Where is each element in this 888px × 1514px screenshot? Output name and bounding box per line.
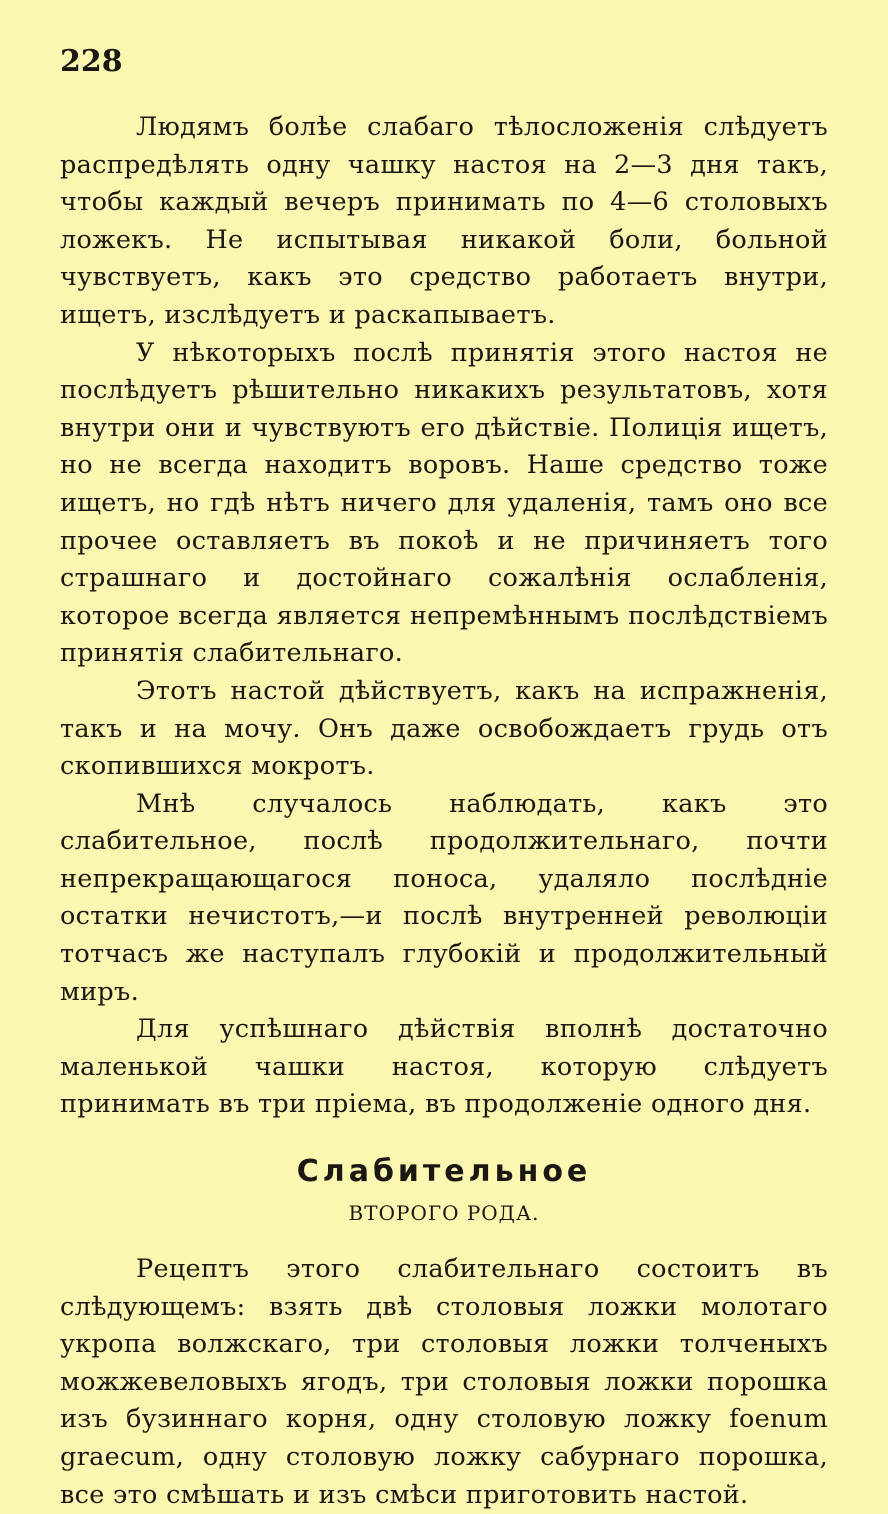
- recipe-paragraph: Рецептъ этого слабительнаго состоитъ въ слѣдующемъ: взять двѣ столовыя ложки молотаго укропа волжскаго, три столовыя ложки толченыхъ можжевеловыхъ ягодъ, три столовыя ложки порошка изъ бузиннаго корня, одну столовую ложку foenum graecum, одну столовую ложку сабурнаго порошка, все это смѣшать и изъ смѣси приготовить настой.: [60, 1254, 828, 1510]
- paragraph-3: Этотъ настой дѣйствуетъ, какъ на испражненія, такъ и на мочу. Онъ даже освобождаетъ грудь отъ скопившихся мокротъ.: [60, 675, 828, 782]
- section-subtitle: ВТОРОГО РОДА.: [348, 1201, 540, 1226]
- paragraph-5: Для успѣшнаго дѣйствія вполнѣ достаточно маленькой чашки настоя, которую слѣдуетъ принимать въ три пріема, въ продолженіе одного дня.: [60, 1014, 828, 1120]
- page-number: 228: [60, 44, 123, 79]
- paragraph-4: Мнѣ случалось наблюдать, какъ это слабительное, послѣ продолжительнаго, почти непрекращающагося поноса, удаляло послѣдніе остатки нечистотъ,—и послѣ внутренней революціи тотчасъ же наступалъ глубокій и продолжительный миръ.: [60, 788, 828, 1007]
- paragraph-2: У нѣкоторыхъ послѣ принятія этого настоя не послѣдуетъ рѣшительно никакихъ результатовъ, хотя внутри они и чувствуютъ его дѣйствіе. Полиція ищетъ, но не всегда находитъ воровъ. Наше средство тоже ищетъ, но гдѣ нѣтъ ничего для удаленія, тамъ оно все прочее оставляетъ въ покоѣ и не причиняетъ того страшнаго и достойнаго сожалѣнія ослабленія, которое всегда является непремѣннымъ послѣдствіемъ принятія слабительнаго.: [60, 337, 828, 669]
- paragraph-1: Людямъ болѣе слабаго тѣлосложенія слѣдуетъ распредѣлять одну чашку настоя на 2—3 дня такъ, чтобы каждый вечеръ принимать по 4—6 столовыхъ ложекъ. Не испытывая никакой боли, больной чувствуетъ, какъ это средство работаетъ внутри, ищетъ, изслѣдуетъ и раскапываетъ.: [60, 112, 828, 330]
- section-title: Слабительное: [296, 1154, 592, 1190]
